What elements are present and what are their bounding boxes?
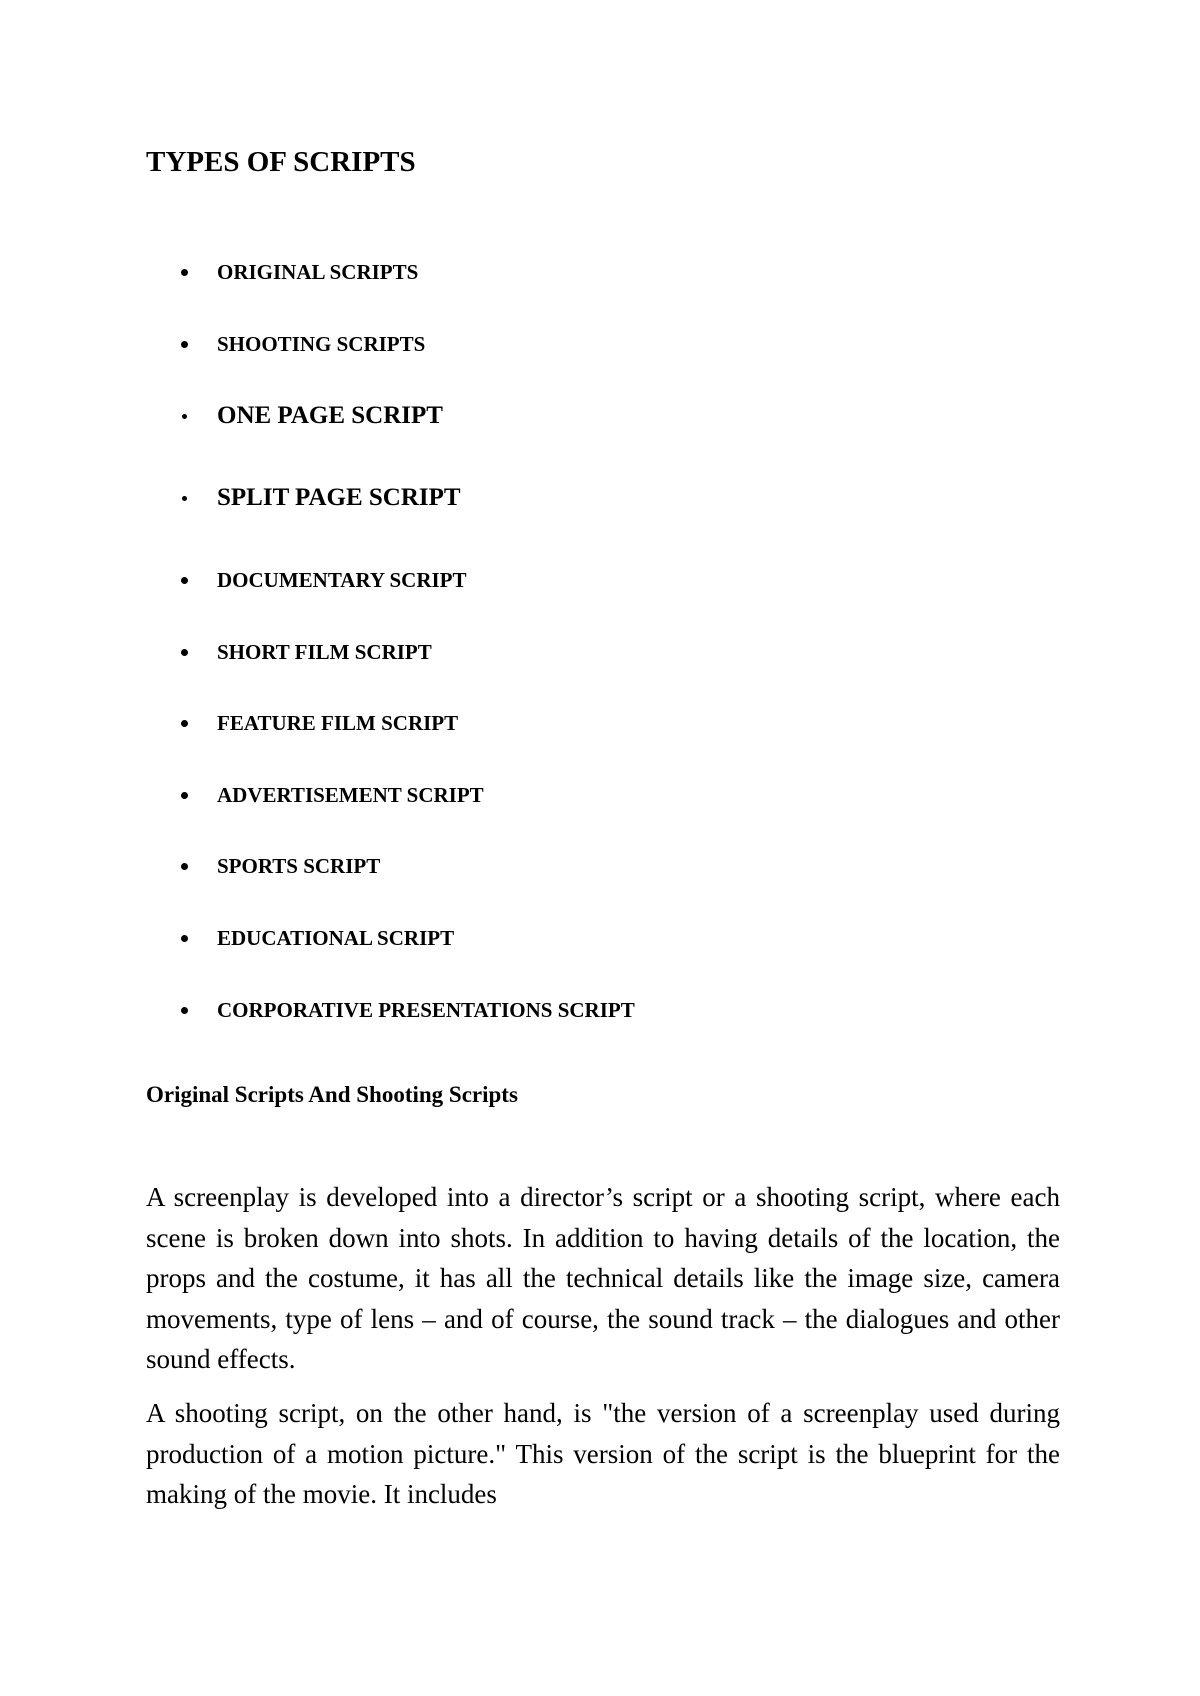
bullet-icon [182,496,187,501]
list-item-label: SPLIT PAGE SCRIPT [217,484,461,511]
section-heading: Original Scripts And Shooting Scripts [146,1082,518,1107]
list-item-label: SHORT FILM SCRIPT [217,639,432,664]
list-item-label: SHOOTING SCRIPTS [217,331,426,356]
list-item [181,921,454,955]
list-item [181,399,443,433]
list-item-label: SPORTS SCRIPT [217,853,381,878]
page-title: TYPES OF SCRIPTS [146,146,416,178]
list-item [181,706,458,740]
bullet-icon [181,1007,188,1014]
list-item-label: DOCUMENTARY SCRIPT [217,567,467,592]
bullet-icon [182,414,187,419]
list-item-label: ONE PAGE SCRIPT [217,402,443,429]
list-item [181,849,380,883]
list-item-label: CORPORATIVE PRESENTATIONS SCRIPT [217,997,635,1022]
list-item [181,563,467,597]
list-item-label: EDUCATIONAL SCRIPT [217,925,455,950]
body-paragraph: A screenplay is developed into a director’s script or a shooting script, where each scene is broken down into shots. In addition to having details of the location, the props and the costume, it has all the technical details like the image size, camera movements, type of lens – and of course, the sound track – the dialogues and other sound effects. [146,1182,1060,1374]
bullet-icon [181,792,188,799]
bullet-icon [181,577,188,584]
bullet-icon [181,720,188,727]
list-item-label: ADVERTISEMENT SCRIPT [217,782,484,807]
bullet-icon [181,863,188,870]
list-item [181,327,425,361]
list-item-label: ORIGINAL SCRIPTS [217,259,419,284]
body-paragraph: A shooting script, on the other hand, is "the version of a screenplay used during production of a motion picture." This version of the script is the blueprint for the making of the movie. It includes [146,1398,1060,1509]
bullet-icon [181,649,188,656]
list-item [181,481,461,515]
list-item [181,635,432,669]
list-item-label: FEATURE FILM SCRIPT [217,710,459,735]
bullet-icon [181,341,188,348]
list-item [181,993,635,1027]
list-item [181,255,418,289]
list-item [181,778,484,812]
bullet-icon [181,935,188,942]
bullet-icon [181,269,188,276]
